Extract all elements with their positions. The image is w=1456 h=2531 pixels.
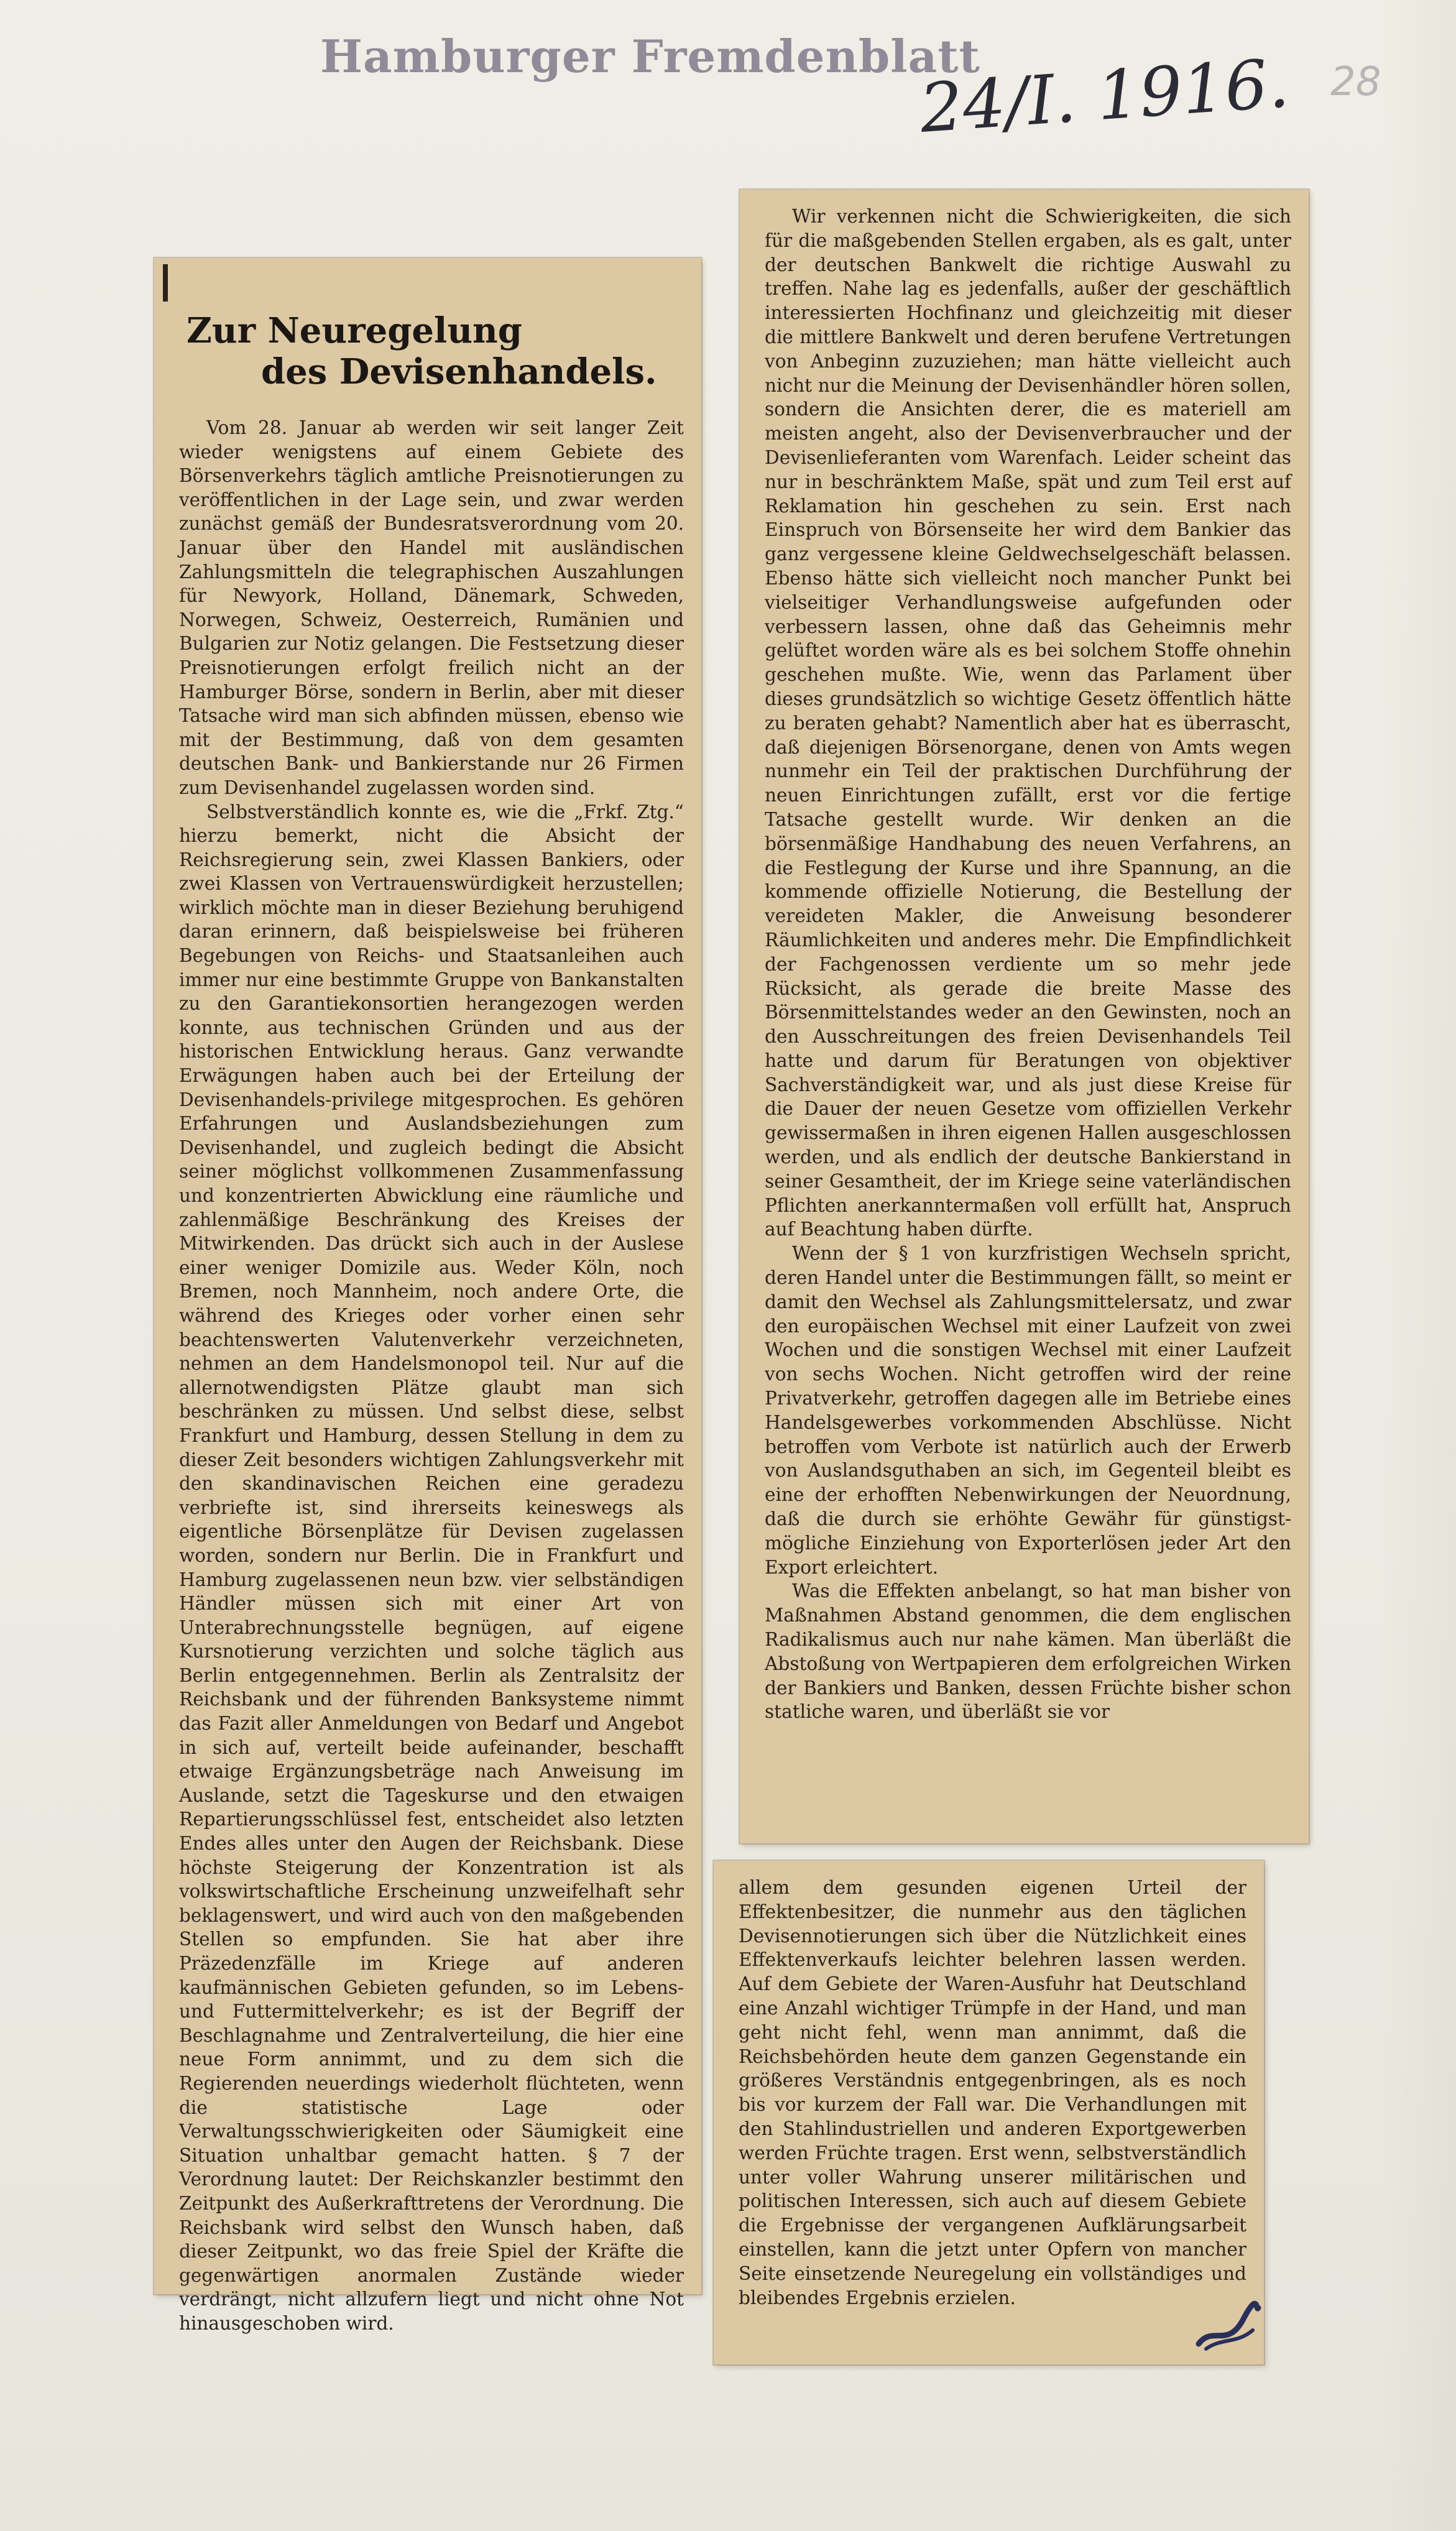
sheet-edge-shade xyxy=(1381,0,1456,2531)
page-number: 28 xyxy=(1330,59,1381,105)
column-2-content xyxy=(765,205,1291,1831)
headline-line-2: des Devisenhandels. xyxy=(261,351,657,392)
column-2-text xyxy=(765,205,1291,1724)
article-headline xyxy=(187,310,684,392)
column-3-text xyxy=(739,1876,1246,2310)
column-3-content xyxy=(739,1876,1246,2352)
paragraph: Wir verkennen nicht die Schwierigkeiten, die sich für die maßgebenden Stellen ergaben, als es galt, unter der deutschen Bankwelt die richtige Auswahl zu treffen. Nahe lag es jedenfalls, außer der geschäftlich interessierten Hochfinanz und gleichzeitig mit dieser die mittlere Bankwelt und deren berufene Vertretungen von Anbeginn zuzuziehen; man hätte vielleicht auch nicht nur die Meinung der Devisenhändler hören sollen, sondern die Ansichten derer, die es materiell am meisten angeht, also der Devisenverbraucher und der Devisenlieferanten vom Warenfach. Leider scheint das nur in beschränktem Maße, spät und zum Teil erst auf Reklamation hin geschehen zu sein. Erst nach Einspruch von Börsenseite her wird dem Bankier das ganz vergessene kleine Geldwechselgeschäft belassen. Ebenso hätte sich vielleicht noch mancher Punkt bei vielseitiger Verhandlungsweise aufgefunden oder verbessern lassen, ohne daß das Geheimnis mehr gelüftet worden wäre als es bei solchem Stoffe ohnehin geschehen mußte. Wie, wenn das Parlament über dieses grundsätzlich so wichtige Gesetz öffentlich hätte zu beraten gehabt? Namentlich aber hat es überrascht, daß diejenigen Börsenorgane, denen von Amts wegen nunmehr ein Teil der praktischen Durchführung der neuen Einrichtungen zufällt, erst vor die fertige Tatsache gestellt wurde. Wir denken an die börsenmäßige Handhabung des neuen Verfahrens, an die Festlegung der Kurse und ihre Spannung, an die kommende offizielle Notierung, die Bestellung der vereideten Makler, die Anweisung besonderer Räumlichkeiten und anderes mehr. Die Empfindlichkeit der Fachgenossen verdiente um so mehr jede Rücksicht, als gerade die breite Masse des Börsenmittelstandes weder an den Gewinsten, noch an den Ausschreitungen des freien Devisenhandels Teil hatte und darum für Beratungen von objektiver Sachverständigkeit war, und als just diese Kreise für die Dauer der neuen Gesetze vom offiziellen Verkehr gewissermaßen in ihren eigenen Hallen ausgeschlossen werden, und als endlich der deutsche Bankierstand in seiner Gesamtheit, der im Kriege seine vaterländischen Pflichten anerkanntermaßen voll erfüllt hat, Anspruch auf Beachtung haben dürfte. xyxy=(765,206,1291,1240)
headline-line-1: Zur Neuregelung xyxy=(187,310,522,351)
paragraph: Selbstverständlich konnte es, wie die „Frkf. Ztg.“ hierzu bemerkt, nicht die Absicht der Reichsregierung sein, zwei Klassen Bankiers, oder zwei Klassen von Vertrauenswürdigkeit herzustellen; wirklich möchte man in dieser Beziehung beruhigend daran erinnern, daß beispielsweise bei früheren Begebungen von Reichs- und Staatsanleihen auch immer nur eine bestimmte Gruppe von Bankanstalten zu den Garantiekonsortien herangezogen werden konnte, aus technischen Gründen und aus der historischen Entwicklung heraus. Ganz verwandte Erwägungen haben auch bei der Erteilung der Devisenhandels-privilege mitgesprochen. Es gehören Erfahrungen und Auslandsbeziehungen zum Devisenhandel, und zugleich bedingt die Absicht seiner möglichst vollkommenen Zusammenfassung und konzentrierten Abwicklung eine räumliche und zahlenmäßige Beschränkung des Kreises der Mitwirkenden. Das drückt sich auch in der Auslese einer weniger Domizile aus. Weder Köln, noch Bremen, noch Mannheim, noch andere Orte, die während des Krieges oder vorher einen sehr beachtenswerten Valutenverkehr verzeichneten, nehmen an dem Handelsmonopol teil. Nur auf die allernotwendigsten Plätze glaubt man sich beschränken zu müssen. Und selbst diese, selbst Frankfurt und Hamburg, dessen Stellung in dem zu dieser Zeit besonders wichtigen Zahlungsverkehr mit den skandinavischen Reichen eine geradezu verbriefte ist, sind ihrerseits keineswegs als eigentliche Börsenplätze für Devisen zugelassen worden, sondern nur Berlin. Die in Frankfurt und Hamburg zugelassenen neun bzw. vier selbständigen Händler müssen sich mit einer Art von Unterabrechnungsstelle begnügen, auf eigene Kursnotierung verzichten und solche täglich aus Berlin entgegennehmen. Berlin als Zentralsitz der Reichsbank und der führenden Banksysteme nimmt das Fazit aller Anmeldungen von Bedarf und Angebot in sich auf, verteilt beide aufeinander, beschafft etwaige Ergänzungsbeträge nach Anweisung im Auslande, setzt die Tageskurse und den etwaigen Repartierungsschlüssel fest, entscheidet also letzten Endes alles unter den Augen der Reichsbank. Diese höchste Steigerung der Konzentration ist als volkswirtschaftliche Erscheinung unzweifelhaft sehr beklagenswert, und wird auch von den maßgebenden Stellen so empfunden. Sie hat aber ihre Präzedenzfälle im Kriege auf anderen kaufmännischen Gebieten gefunden, so im Lebens- und Futtermittelverkehr; es ist der Begriff der Beschlagnahme und Zentralverteilung, die hier eine neue Form annimmt, und zu dem sich die Regierenden neuerdings wiederholt flüchteten, wenn die statistische Lage oder Verwaltungsschwierigkeiten oder Säumigkeit eine Situation unhaltbar gemacht hatten. § 7 der Verordnung lautet: Der Reichskanzler bestimmt den Zeitpunkt des Außerkrafttretens der Verordnung. Die Reichsbank wird selbst den Wunsch haben, daß dieser Zeitpunkt, wo das freie Spiel der Kräfte die gegenwärtigen anormalen Zustände wieder verdrängt, nicht allzufern liegt und nicht ohne Not hinausgeschoben wird. xyxy=(179,801,684,2334)
paragraph: Wenn der § 1 von kurzfristigen Wechseln spricht, deren Handel unter die Bestimmungen fällt, so meint er damit den Wechsel als Zahlungsmittelersatz, und zwar den europäischen Wechsel mit einer Laufzeit von zwei Wochen und die sonstigen Wechsel mit einer Laufzeit von sechs Wochen. Nicht getroffen wird der reine Privatverkehr, getroffen dagegen alle im Betriebe eines Handelsgewerbes vorkommenden Abschlüsse. Nicht betroffen vom Verbote ist natürlich auch der Erwerb von Auslandsguthaben an sich, im Gegenteil bleibt es eine der erhofften Nebenwirkungen der Neuordnung, daß die durch sie erhöhte Gewähr für günstigst-mögliche Einziehung von Exporterlösen jeder Art den Export erleichtert. xyxy=(765,1243,1291,1578)
ink-scribble-icon xyxy=(1194,2300,1262,2353)
paragraph: Was die Effekten anbelangt, so hat man bisher von Maßnahmen Abstand genommen, die dem englischen Radikalismus auch nur nahe kämen. Man überläßt die Abstoßung von Wertpapieren dem erfolgreichen Wirken der Bankiers und Banken, dessen Früchte bisher schon statliche waren, und überläßt sie vor xyxy=(765,1580,1291,1723)
paragraph: Vom 28. Januar ab werden wir seit langer Zeit wieder wenigstens auf einem Gebiete des Börsenverkehrs täglich amtliche Preisnotierungen zu veröffentlichen in der Lage sein, und zwar werden zunächst gemäß der Bundesratsverordnung vom 20. Januar über den Handel mit ausländischen Zahlungsmitteln die telegraphischen Auszahlungen für Newyork, Holland, Dänemark, Schweden, Norwegen, Schweiz, Oesterreich, Rumänien und Bulgarien zur Notiz gelangen. Die Festsetzung dieser Preisnotierungen erfolgt freilich nicht an der Hamburger Börse, sondern in Berlin, aber mit dieser Tatsache wird man sich abfinden müssen, ebenso wie mit der Bestimmung, daß von dem gesamten deutschen Bank- und Bankierstande nur 26 Firmen zum Devisenhandel zugelassen worden sind. xyxy=(179,417,684,798)
paragraph: allem dem gesunden eigenen Urteil der Effektenbesitzer, die nunmehr aus den täglichen Devisennotierungen sich über die Nützlichkeit eines Effektenverkaufs leichter belehren lassen werden. Auf dem Gebiete der Waren-Ausfuhr hat Deutschland eine Anzahl wichtiger Trümpfe in der Hand, und man geht nicht fehl, wenn man annimmt, daß die Reichsbehörden heute dem ganzen Gegenstande ein größeres Verständnis entgegenbringen, als es noch bis vor kurzem der Fall war. Die Verhandlungen mit den Stahlindustriellen und anderen Exportgewerben werden Früchte tragen. Erst wenn, selbstverständlich unter voller Wahrung unserer militärischen und politischen Interessen, sich auch auf diesem Gebiete die Ergebnisse der vergangenen Aufklärungsarbeit einstellen, kann die jetzt unter Opfern von mancher Seite einsetzende Neuregelung ein vollständiges und bleibendes Ergebnis erzielen. xyxy=(739,1877,1246,2308)
clipping-column-1 xyxy=(154,258,701,2334)
clipping-column-2 xyxy=(740,190,1309,1843)
column-rule-mark xyxy=(163,264,168,302)
handwritten-date: 24/I. 1916. xyxy=(917,44,1292,149)
clipping-column-3 xyxy=(714,1861,1264,2364)
column-1-text xyxy=(179,416,684,2336)
newspaper-stamp: Hamburger Fremdenblatt xyxy=(320,30,980,83)
column-1-content xyxy=(179,273,684,2334)
